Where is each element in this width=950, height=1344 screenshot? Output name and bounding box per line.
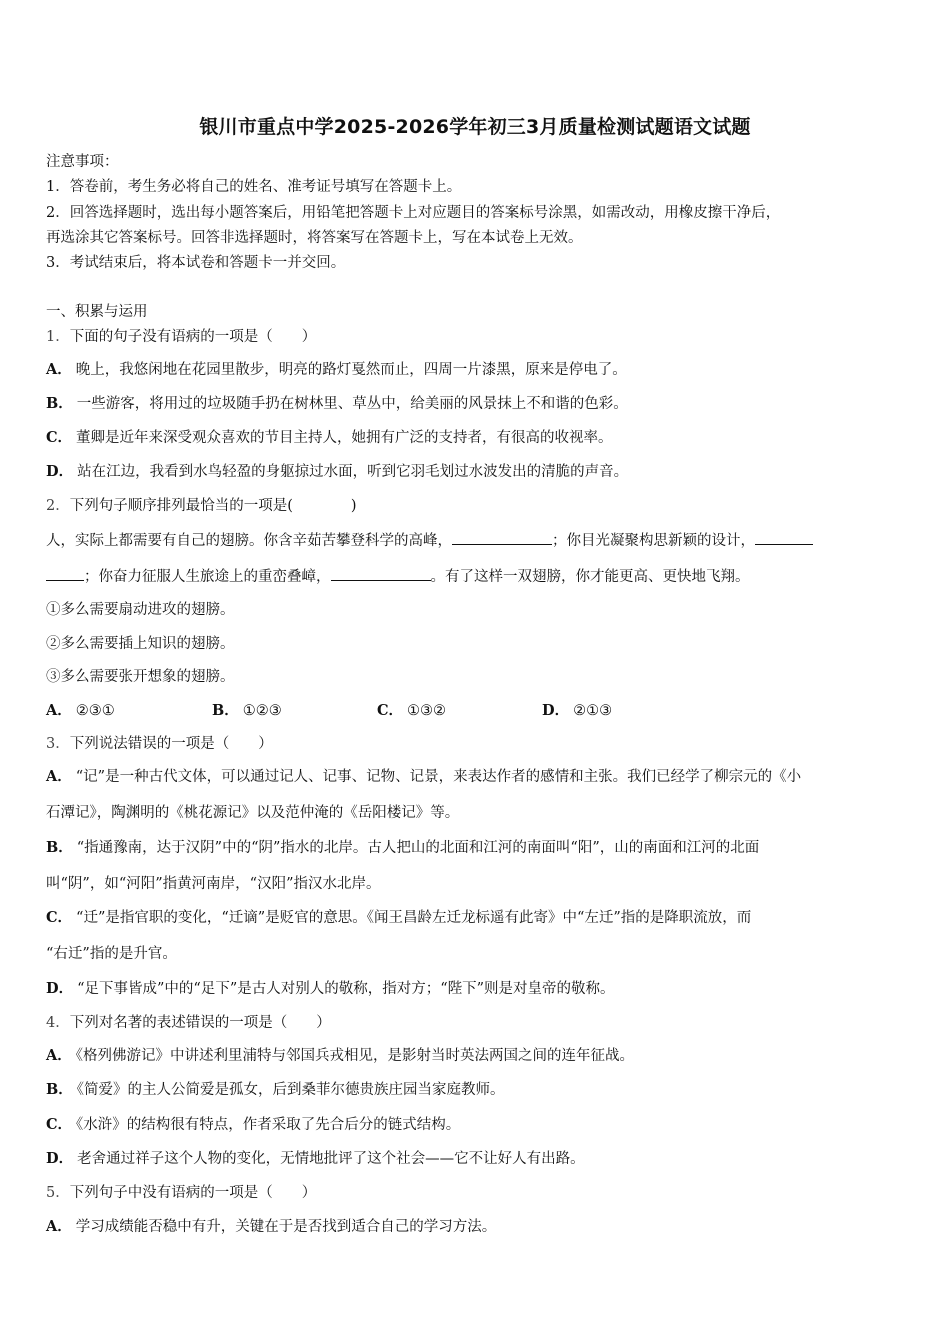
question-5-stem [46, 1183, 908, 1203]
question-text: 下列句子中没有语病的一项是（ ） [69, 1185, 317, 1201]
q3-option-line [46, 838, 908, 858]
notice-heading: 注意事项： [46, 154, 119, 170]
option-text: 一些游客，将用过的垃圾随手扔在树林里、草丛中，给美丽的风景抹上不和谐的色彩。 [76, 396, 628, 412]
option-text: ①②③ [242, 703, 282, 719]
q4-option-c [46, 1115, 908, 1135]
option-text: “右迁”指的是升官。 [46, 946, 177, 962]
q3-option-line [46, 874, 908, 894]
option-text: “指通豫南，达于汉阴”中的“阴”指水的北岸。古人把山的北面和江河的南面叫“阳”，山的南面和江河的北面 [76, 840, 760, 856]
q1-option-d [46, 462, 908, 482]
option-letter: B． [46, 839, 73, 856]
option-text: 《简爱》的主人公简爱是孤女，后到桑菲尔德贵族庄园当家庭教师。 [76, 1082, 505, 1098]
q3-option-line [46, 803, 908, 823]
q4-option-b [46, 1080, 908, 1100]
question-number: 4． [46, 1015, 70, 1031]
option-text: ②③① [75, 703, 115, 719]
option-letter: A． [46, 768, 72, 785]
option-letter: A． [46, 1218, 72, 1235]
option-text: 《水浒》的结构很有特点，作者采取了先合后分的链式结构。 [76, 1117, 461, 1133]
question-4-stem [46, 1013, 908, 1033]
notice-item: 2．回答选择题时，选出每小题答案后，用铅笔把答题卡上对应题目的答案标号涂黑，如需改动，用橡皮擦干净后， [46, 205, 781, 221]
question-text: 下面的句子没有语病的一项是（ ） [69, 329, 317, 345]
question-number: 5． [46, 1185, 70, 1201]
fill-blank [331, 566, 431, 581]
notice-item: 3．考试结束后，将本试卷和答题卡一并交回。 [46, 255, 346, 271]
q2-choice-a [46, 701, 115, 721]
q4-option-a [46, 1046, 908, 1066]
q2-item: ②多么需要插上知识的翅膀。 [46, 636, 235, 652]
option-letter: A． [46, 702, 72, 719]
q4-option-d [46, 1149, 908, 1169]
passage-text: ；你奋力征服人生旅途上的重峦叠嶂， [84, 569, 331, 585]
option-letter: A． [46, 361, 72, 378]
question-2-stem [46, 496, 908, 516]
q2-choice-d [542, 701, 612, 721]
question-text: 下列句子顺序排列最恰当的一项是( ) [69, 498, 357, 514]
option-letter: D． [542, 702, 570, 719]
option-text: “记”是一种古代文体，可以通过记人、记事、记物、记景，来表达作者的感情和主张。我们已经学了柳宗元的《小 [75, 769, 802, 785]
page-title: 银川市重点中学2025-2026学年初三3月质量检测试题语文试题 [199, 116, 751, 138]
option-text: 晚上，我悠闲地在花园里散步，明亮的路灯戛然而止，四周一片漆黑，原来是停电了。 [75, 362, 627, 378]
option-letter: D． [46, 463, 74, 480]
option-letter: D． [46, 1150, 74, 1167]
option-letter: C． [46, 429, 73, 446]
option-letter: B． [46, 395, 73, 412]
passage-text: 。有了这样一双翅膀，你才能更高、更快地飞翔。 [430, 569, 750, 585]
question-number: 1． [46, 329, 70, 345]
option-text: “迁”是指官职的变化，“迁谪”是贬官的意思。《闻王昌龄左迁龙标遥有此寄》中“左迁”指的是降职流放，而 [76, 910, 752, 926]
section-heading: 一、积累与运用 [46, 304, 148, 320]
q1-option-a [46, 360, 908, 380]
question-number: 2． [46, 498, 70, 514]
option-letter: A． [46, 1047, 72, 1064]
option-text: 《格列佛游记》中讲述利里浦特与邻国兵戎相见，是影射当时英法两国之间的连年征战。 [75, 1048, 635, 1064]
q3-option-line [46, 944, 908, 964]
fill-blank [452, 530, 552, 545]
q5-option-a [46, 1217, 908, 1237]
option-text: 站在江边，我看到水鸟轻盈的身躯掠过水面，听到它羽毛划过水波发出的清脆的声音。 [77, 464, 629, 480]
option-letter: B． [212, 702, 239, 719]
q1-option-b [46, 394, 908, 414]
option-letter: C． [46, 1116, 73, 1133]
question-1-stem [46, 327, 908, 347]
q3-option-line [46, 979, 908, 999]
option-letter: D． [46, 980, 74, 997]
question-text: 下列对名著的表述错误的一项是（ ） [69, 1015, 331, 1031]
fill-blank [755, 530, 813, 545]
passage-text: ；你目光凝聚构思新颖的设计， [552, 533, 755, 549]
q2-item: ①多么需要扇动进攻的翅膀。 [46, 602, 235, 618]
option-letter: B． [46, 1081, 73, 1098]
option-text: 学习成绩能否稳中有升，关键在于是否找到适合自己的学习方法。 [75, 1219, 497, 1235]
q2-choice-c [377, 701, 446, 721]
q2-choice-b [212, 701, 282, 721]
option-letter: C． [46, 909, 73, 926]
option-text: ②①③ [573, 703, 613, 719]
option-letter: C． [377, 702, 404, 719]
option-text: 叫“阴”，如“河阳”指黄河南岸，“汉阳”指汉水北岸。 [46, 876, 381, 892]
question-number: 3． [46, 736, 70, 752]
q3-option-line [46, 767, 908, 787]
option-text: ①③② [407, 703, 447, 719]
option-text: 老舍通过祥子这个人物的变化，无情地批评了这个社会——它不让好人有出路。 [77, 1151, 585, 1167]
q2-item: ③多么需要张开想象的翅膀。 [46, 669, 235, 685]
notice-item: 1．答卷前，考生务必将自己的姓名、准考证号填写在答题卡上。 [46, 179, 462, 195]
notice-item: 再选涂其它答案标号。回答非选择题时，将答案写在答题卡上，写在本试卷上无效。 [46, 230, 583, 246]
option-text: 董卿是近年来深受观众喜欢的节目主持人，她拥有广泛的支持者，有很高的收视率。 [76, 430, 613, 446]
q2-passage-line [46, 566, 908, 587]
question-text: 下列说法错误的一项是（ ） [69, 736, 273, 752]
passage-text: 人，实际上都需要有自己的翅膀。你含辛茹苦攀登科学的高峰， [46, 533, 452, 549]
q3-option-line [46, 908, 908, 928]
fill-blank [46, 566, 84, 581]
question-3-stem [46, 734, 908, 754]
option-text: “足下事皆成”中的“足下”是古人对别人的敬称，指对方；“陛下”则是对皇帝的敬称。 [77, 981, 615, 997]
q1-option-c [46, 428, 908, 448]
q2-passage-line [46, 530, 908, 551]
option-text: 石潭记》，陶渊明的《桃花源记》以及范仲淹的《岳阳楼记》等。 [46, 805, 460, 821]
